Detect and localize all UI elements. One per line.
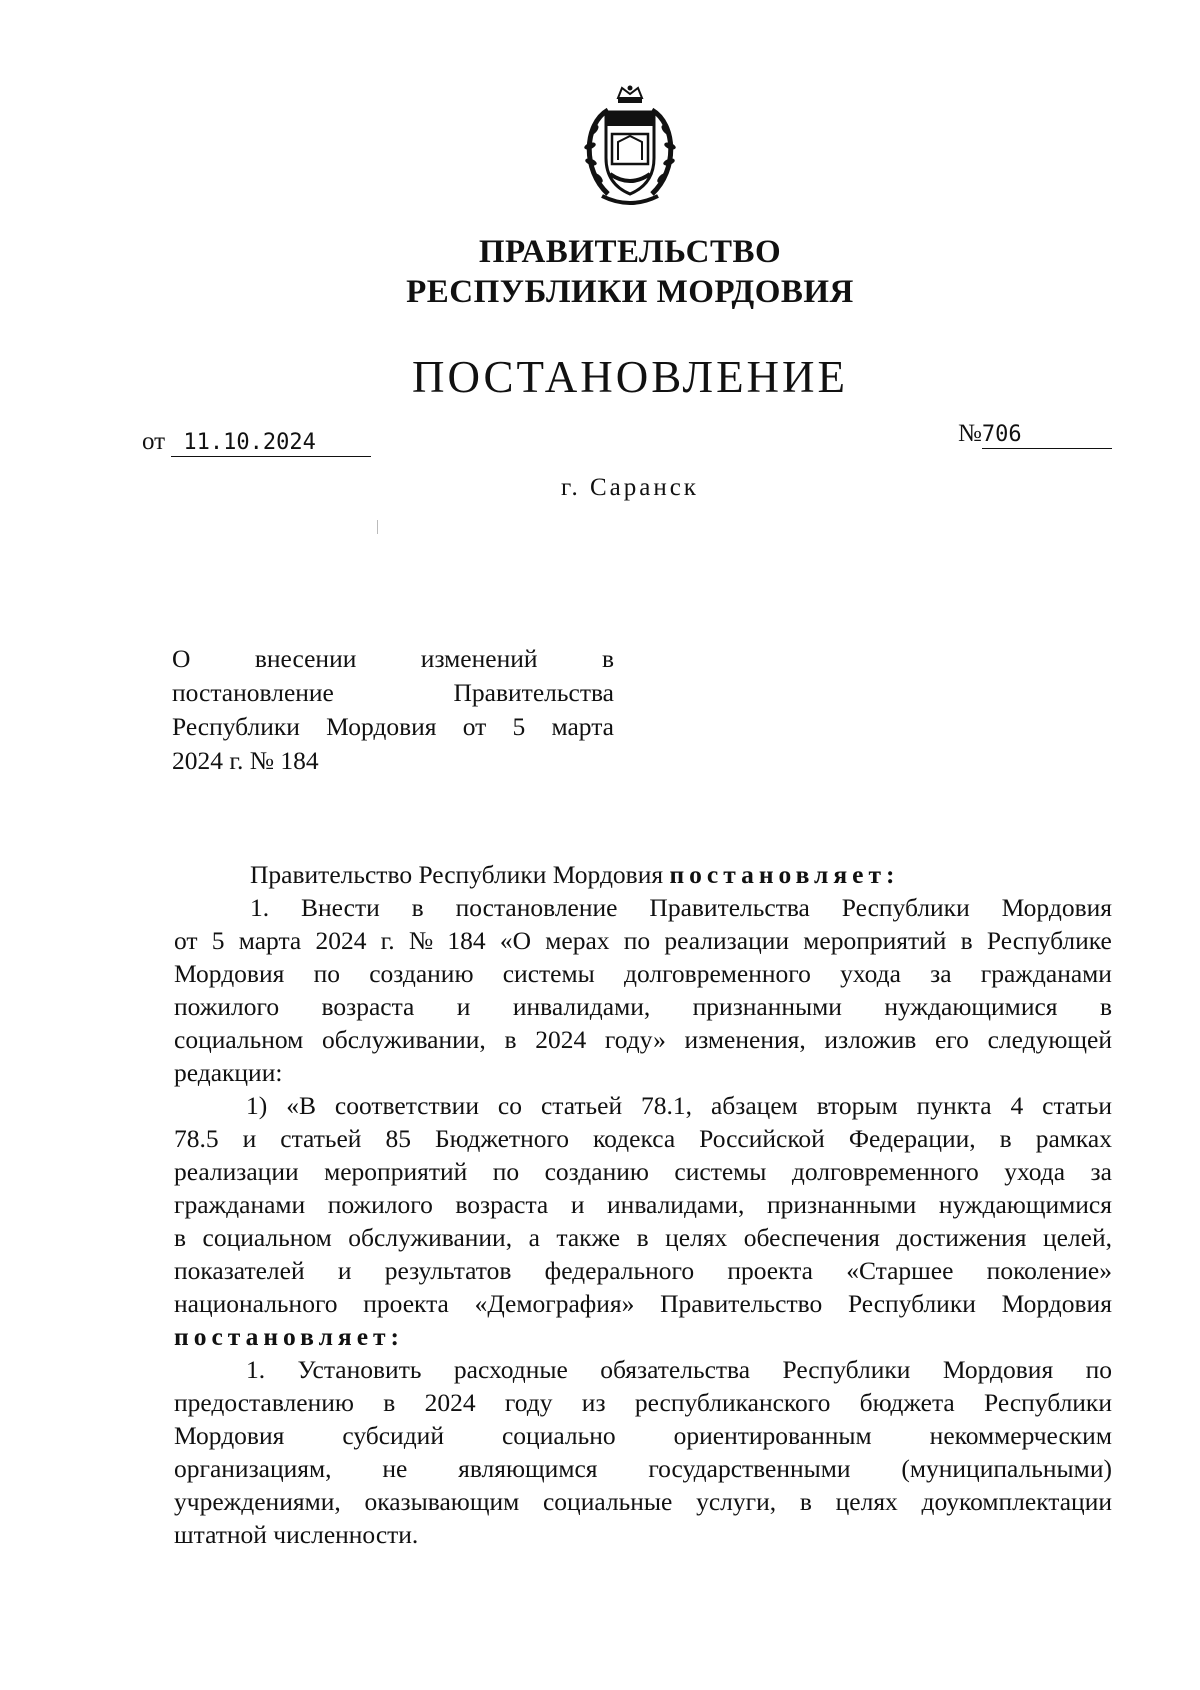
word: марта [238,926,302,955]
word: Правительства [649,893,810,922]
paragraph-2 [174,1089,1112,1320]
preamble [174,858,1112,891]
word: инвалидами, [607,1190,745,1219]
word: достижения [896,1223,1027,1252]
text-line [174,924,1112,957]
text-line [174,1188,1112,1221]
word: показателей [174,1256,305,1285]
subject-word: марта [551,712,614,741]
word: обязательства [600,1355,751,1384]
word: Мордовия [1001,893,1112,922]
word: результатов [384,1256,512,1285]
number-value: 706 [982,422,1112,449]
word: возраста [321,992,415,1021]
word: Внести [301,893,380,922]
word: его [934,1025,969,1054]
word: целях [835,1487,898,1516]
word: ухода [840,959,901,988]
word: также [556,1223,621,1252]
word: г. [380,926,395,955]
word: 5 [211,926,225,955]
subject-word: внесении [254,644,357,673]
number-field [958,420,1112,449]
word: рамках [1035,1124,1112,1153]
word: в [504,1025,517,1054]
paragraph-1-last-line: редакции: [174,1058,283,1087]
word: в [999,1124,1012,1153]
word: по [313,959,340,988]
word: за [1090,1157,1112,1186]
word: возраста [455,1190,549,1219]
document-subject [172,642,614,778]
subject-word: Мордовия [326,712,437,741]
word: в [411,893,424,922]
paragraph-2-keyword: постановляет: [174,1322,405,1351]
word: национального [174,1289,338,1318]
word: кодекса [593,1124,676,1153]
word: статьей [540,1091,623,1120]
preamble-text: Правительство Республики Мордовия [250,860,670,889]
subject-word: Правительства [453,678,614,707]
word: системы [674,1157,767,1186]
text-line [174,891,1112,924]
word: в [636,1223,649,1252]
word: Российской [699,1124,825,1153]
word: поколение» [986,1256,1112,1285]
word: статьей [280,1124,362,1153]
word: от [174,926,198,955]
subject-word: Республики [172,712,300,741]
word: 78.5 [174,1124,219,1153]
subject-word: постановление [172,678,334,707]
scan-mark [377,520,378,534]
word: социальном [202,1223,332,1252]
word: пожилого [327,1190,433,1219]
word: «Демография» [474,1289,635,1318]
coat-of-arms-emblem [578,84,682,212]
word: Федерации, [848,1124,976,1153]
word: Республики [782,1355,911,1384]
word: реализации [664,926,790,955]
word: Мордовия [174,1421,285,1450]
word: реализации [174,1157,299,1186]
word: социально [501,1421,616,1450]
word: Республике [986,926,1112,955]
word: Бюджетного [434,1124,570,1153]
word: Республики [847,1289,976,1318]
word: изложив [824,1025,917,1054]
word: и [337,1256,352,1285]
text-line [174,1452,1112,1485]
word: Республики [841,893,970,922]
word: республиканского [634,1388,831,1417]
paragraph-3-last-line: штатной численности. [174,1520,419,1549]
word: «Старшее [846,1256,954,1285]
preamble-keyword: постановляет: [669,860,900,889]
word: году» [604,1025,666,1054]
word: статьи [1042,1091,1112,1120]
text-line [174,1485,1112,1518]
text-line [174,1254,1112,1287]
word: признанными [692,992,842,1021]
word: 2024 [315,926,367,955]
word: (муниципальными) [901,1454,1112,1483]
word: «О [499,926,532,955]
word: некоммерческим [929,1421,1112,1450]
text-line [174,1155,1112,1188]
text-line [174,1089,1112,1122]
number-prefix: № [958,420,982,447]
word: созданию [544,1157,649,1186]
word: государственными [648,1454,851,1483]
date-prefix: от [142,428,166,455]
subject-line: 2024 г. № 184 [172,746,319,775]
word: соответствии [334,1091,479,1120]
word: абзацем [710,1091,798,1120]
word: мероприятий [324,1157,468,1186]
word: гражданами [980,959,1112,988]
government-title-line2: РЕСПУБЛИКИ МОРДОВИЯ [406,274,854,310]
word: нуждающимися [938,1190,1112,1219]
word: оказывающим [364,1487,520,1516]
paragraph-3 [174,1353,1112,1518]
word: следующей [987,1025,1112,1054]
text-line [174,1386,1112,1419]
word: 1. [246,1355,266,1384]
word: организациям, [174,1454,332,1483]
word: предоставлению [174,1388,354,1417]
text-line [174,1122,1112,1155]
word: в [174,1223,187,1252]
word: со [497,1091,522,1120]
subject-line [172,642,614,676]
subject-line [172,676,614,710]
word: 85 [385,1124,411,1153]
word: № [408,926,434,955]
word: по [1085,1355,1112,1384]
word: и [242,1124,257,1153]
subject-word: изменений [420,644,538,673]
word: вторым [816,1091,898,1120]
word: субсидий [342,1421,444,1450]
word: в [799,1487,812,1516]
word: мерах [545,926,610,955]
word: расходные [453,1355,568,1384]
word: изменения, [684,1025,806,1054]
word: и [570,1190,585,1219]
word: по [492,1157,520,1186]
word: и [456,992,471,1021]
word: признанными [766,1190,917,1219]
word: году [504,1388,553,1417]
subject-line [172,710,614,744]
word: социальном [174,1025,304,1054]
word: в [1099,992,1112,1021]
word: бюджета [859,1388,955,1417]
word: доукомплектации [921,1487,1112,1516]
text-line [174,1419,1112,1452]
word: «В [286,1091,316,1120]
text-line [174,1023,1112,1056]
text-line [174,1353,1112,1386]
word: пункта [916,1091,992,1120]
word: долговременного [791,1157,979,1186]
word: Мордовия [1001,1289,1112,1318]
word: нуждающимися [884,992,1058,1021]
document-body [174,858,1112,1551]
word: являющимся [458,1454,598,1483]
city: г. Саранск [561,474,699,501]
word: проекта [727,1256,813,1285]
word: обеспечения [743,1223,880,1252]
word: Правительство [660,1289,823,1318]
word: за [930,959,952,988]
word: целей, [1042,1223,1112,1252]
word: федерального [544,1256,695,1285]
document-type: ПОСТАНОВЛЕНИЕ [411,352,849,402]
word: целях [665,1223,728,1252]
subject-word: в [601,644,614,673]
word: учреждениями, [174,1487,341,1516]
government-title [0,232,1200,312]
subject-word: 5 [512,712,526,741]
word: постановление [455,893,618,922]
word: а [528,1223,540,1252]
text-line [174,1287,1112,1320]
paragraph-1 [174,891,1112,1056]
subject-word: О [172,644,191,673]
date-field [142,428,371,457]
word: системы [502,959,595,988]
word: созданию [369,959,474,988]
word: проекта [363,1289,449,1318]
word: в [383,1388,396,1417]
word: Республики [984,1388,1112,1417]
word: в [960,926,973,955]
word: 1) [246,1091,268,1120]
word: 2024 [424,1388,476,1417]
word: ухода [1004,1157,1066,1186]
word: 2024 [535,1025,587,1054]
text-line [174,990,1112,1023]
word: инвалидами, [512,992,651,1021]
word: пожилого [174,992,280,1021]
word: 184 [447,926,486,955]
text-line [174,1221,1112,1254]
word: Мордовия [942,1355,1054,1384]
word: 4 [1010,1091,1024,1120]
word: ориентированным [673,1421,872,1450]
government-title-line1: ПРАВИТЕЛЬСТВО [478,234,782,270]
word: по [623,926,651,955]
text-line [174,957,1112,990]
word: Установить [297,1355,422,1384]
word: 1. [250,893,270,922]
word: обслуживании, [348,1223,513,1252]
word: обслуживании, [322,1025,486,1054]
word: долговременного [623,959,811,988]
word: не [382,1454,408,1483]
word: из [581,1388,606,1417]
word: гражданами [174,1190,306,1219]
word: социальные [542,1487,673,1516]
subject-word: от [462,712,487,741]
word: Мордовия [174,959,285,988]
word: услуги, [696,1487,777,1516]
date-value: 11.10.2024 [171,430,371,457]
word: 78.1, [641,1091,693,1120]
word: мероприятий [803,926,947,955]
